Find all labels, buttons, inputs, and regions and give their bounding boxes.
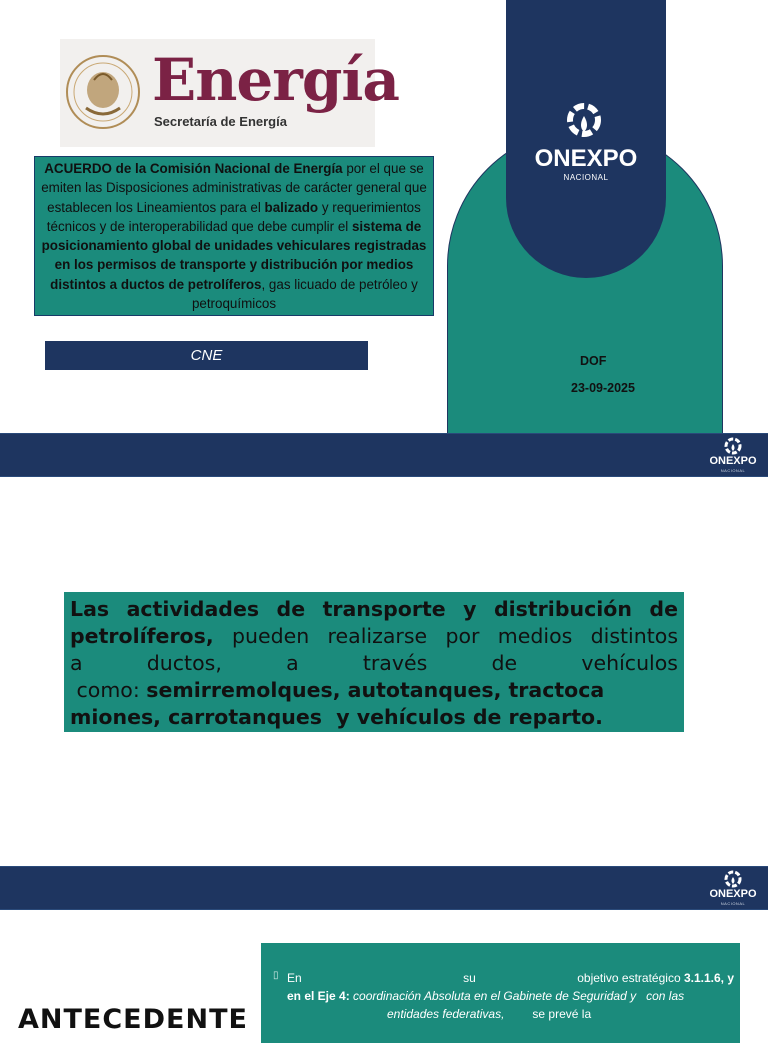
agreement-bold-2: balizado — [264, 199, 319, 215]
footer-brand-sub: NACIONAL — [720, 468, 746, 473]
dof-label: DOF — [580, 354, 607, 368]
activities-line-2-bold: petrolíferos, — [70, 624, 214, 648]
activities-line-4: como: — [70, 678, 147, 702]
agreement-text-box — [34, 156, 434, 316]
ante-text: se prevé la — [532, 1007, 592, 1021]
onexpo-brand-sub: NACIONAL — [563, 173, 609, 182]
activities-line-5: miones, carrotanques y vehículos de reparto. — [70, 705, 603, 729]
energia-wordmark: Energía — [152, 46, 400, 114]
activities-word: de — [491, 651, 518, 675]
activities-word: través — [362, 651, 428, 675]
activities-word: a — [70, 651, 83, 675]
slide-footer-bar — [0, 433, 768, 477]
activities-word: ductos, — [146, 651, 222, 675]
footer-brand-name: ONEXPO — [709, 888, 757, 900]
activities-word: vehículos — [581, 651, 678, 675]
agreement-text-3: , gas licuado de petróleo y petroquímicos — [191, 276, 418, 312]
publication-date: 23-09-2025 — [571, 381, 635, 395]
activities-text-box — [64, 592, 684, 732]
mexico-seal-icon — [64, 50, 142, 134]
bullet-icon: ▯ — [273, 970, 279, 981]
agreement-text-1: por el que se emiten las Disposiciones administrativas de carácter general que establecen los Lineamientos para el — [41, 161, 427, 215]
activities-line-1: Las actividades de transporte y distribución de — [70, 597, 678, 621]
footer-brand-sub: NACIONAL — [720, 901, 746, 906]
onexpo-logo-icon — [560, 98, 608, 146]
ante-word: En — [287, 971, 302, 985]
ante-italic: coordinación Absoluta en el Gabinete de Seguridad y con las — [353, 989, 685, 1003]
ante-word: objetivo estratégico — [577, 971, 684, 985]
activities-line-4-bold: semirremolques, autotanques, tractoca — [146, 678, 605, 702]
ante-italic-2: entidades federativas, — [387, 1007, 505, 1021]
activities-line-2: pueden realizarse por medios distintos — [213, 624, 678, 648]
activities-word: a — [286, 651, 299, 675]
energia-subtitle: Secretaría de Energía — [154, 114, 287, 129]
ante-word: su — [463, 971, 476, 985]
ante-bold: 3.1.1.6, y — [683, 971, 734, 985]
antecedentes-title: ANTECEDENTE — [18, 1004, 248, 1035]
slide-footer-bar — [0, 866, 768, 910]
agreement-bold-3: sistema de posicionamiento global de unidades vehiculares registradas en los permisos de transporte y distribución por medios distintos a ductos de petrolíferos — [41, 218, 427, 292]
onexpo-brand-name: ONEXPO — [534, 145, 638, 172]
ante-bold-2: en el Eje 4: — [287, 989, 354, 1003]
agreement-text-2: y requerimientos técnicos y de interoperabilidad que debe cumplir el — [46, 199, 421, 234]
footer-brand-name: ONEXPO — [709, 455, 757, 467]
antecedentes-text-box — [261, 943, 740, 1043]
agreement-bold-1: ACUERDO de la Comisión Nacional de Energía — [44, 161, 343, 176]
cne-label-bar: CNE — [45, 341, 368, 370]
